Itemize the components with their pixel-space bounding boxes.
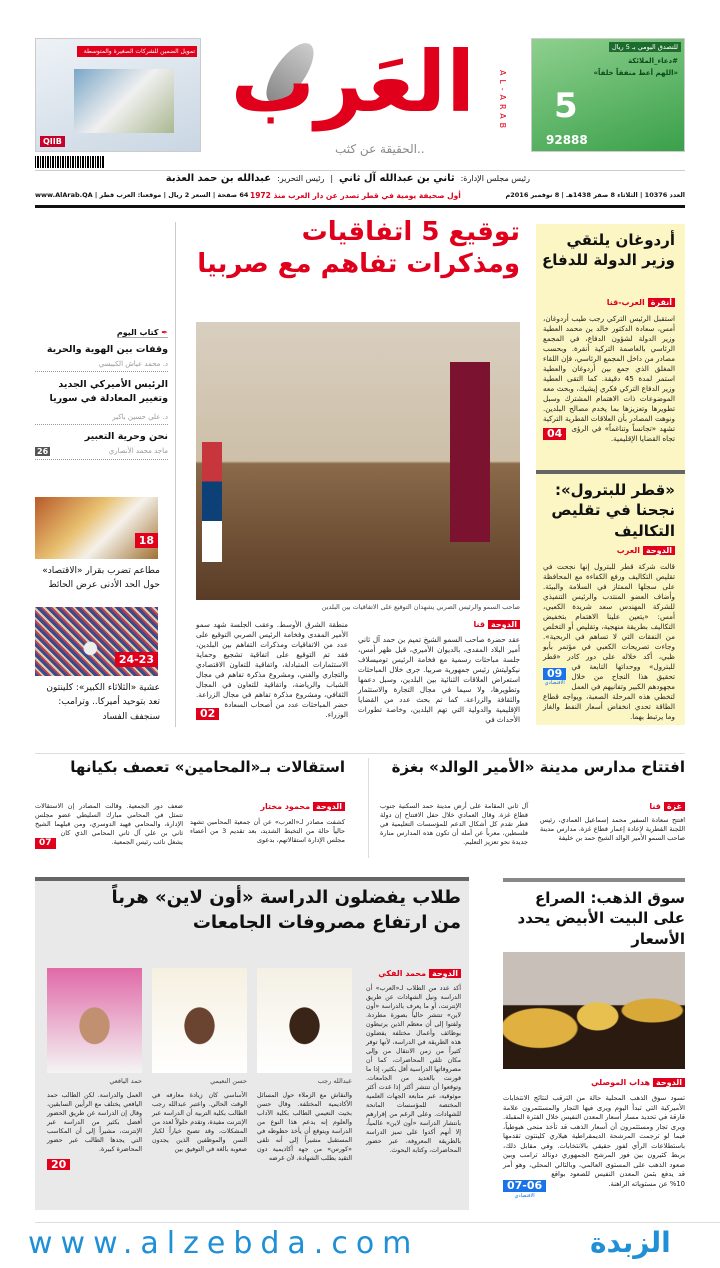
page-badge-economy[interactable] [503, 1180, 546, 1200]
students-box [35, 877, 469, 1210]
gaza-body-col1: افتتح سعادة السفير محمد إسماعيل العمادي، رئيس اللجنة القطرية لإعادة إعمار قطاع غزة، مدارس مدينة صاحب السمو الأمير الوالد الشيخ حمد بن خليفة [540, 816, 685, 842]
teaser-food-photo[interactable] [35, 497, 158, 559]
flag-qatar [450, 362, 490, 542]
tagline: أول صحيفة يومية في قطر تصدر عن دار العرب منذ 1972 [250, 191, 461, 200]
divider [536, 470, 685, 474]
ad-left-qiib[interactable] [35, 38, 201, 152]
story-petroleum-body-wrap [543, 562, 675, 722]
opinion-title-text: كتاب اليوم [116, 328, 159, 337]
chairman-label: رئيس مجلس الإدارة: [460, 174, 530, 183]
opinion-item[interactable] [35, 344, 168, 372]
story-petroleum-dateline [617, 546, 675, 555]
ad-right-charity[interactable] [531, 38, 685, 152]
page-badge: 24-23 [115, 652, 158, 667]
portrait-abdullah [257, 968, 352, 1073]
students-col4-wrap [47, 1091, 142, 1172]
column-divider [368, 758, 369, 858]
opinion-section [35, 328, 168, 460]
teaser-election-photo[interactable] [35, 607, 158, 676]
slogan: ..الحقيقة عن كثب [335, 142, 425, 156]
opinion-item-author-row [35, 447, 168, 456]
dateline-agency: العرب-قنا [606, 298, 645, 307]
ad-left-brand: QIIB [40, 136, 65, 147]
issue-meta: 64 صفحة | السعر 2 ريال | موقعنا: العرب قطر | www.AlArab.QA [35, 191, 249, 199]
page-badge[interactable]: 02 [196, 708, 219, 720]
gold-body-wrap [503, 1094, 685, 1202]
ad-left-photos [74, 69, 174, 133]
flag-serbia [202, 442, 222, 562]
lawyers-dateline [260, 802, 345, 811]
dateline-agency: قنا [649, 802, 661, 811]
dateline-city: الدوحة [313, 802, 345, 811]
ad-left-headline: تمويل الضمين للشركات الصغيرة والمتوسطة [77, 46, 197, 57]
dateline-city: الدوحة [488, 620, 520, 629]
lawyers-body-col1: كشفت مصادر لـ«العرب» عن أن جمعية المحامين تشهد حالياً حالة من التخبط الشديد، بعد تقديم 3 من أعضاء مجلس الإدارة استقالاتهم، بدعوى [190, 818, 345, 844]
portrait-name: عبدالله رجب [317, 1077, 352, 1085]
story-erdogan-dateline [607, 298, 675, 307]
students-headline[interactable]: طلاب يفضلون الدراسة «أون لاين» هرباً من ارتفاع مصروفات الجامعات [111, 887, 461, 933]
gold-headline[interactable]: سوق الذهب: الصراع على البيت الأبيض يحدد الأسعار [517, 889, 685, 948]
page-section: الاقتصادي [544, 680, 565, 686]
separator: | [330, 174, 334, 183]
lawyers-body-col2-wrap [35, 802, 183, 851]
section-rule [35, 753, 685, 754]
divider [503, 878, 685, 882]
issue-info: العدد 10376 | الثلاثاء 8 صفر 1438هـ | 8 نوفمبر 2016م [505, 191, 685, 199]
management-line [150, 173, 530, 184]
lawyers-body-col2: ضعف دور الجمعية. وقالت المصادر إن الاستقالات تتمثل في المحامي مبارك السليطي عضو مجلس الإدارة، والمحامي فهيد الدوسري، ومن قبلهما الشيخ ثاني بن علي آل ثاني المحامي الذي كان يشغل نائب رئيس الجمعية. [35, 802, 183, 846]
dateline-city: الدوحة [653, 1078, 685, 1087]
lead-dateline [474, 620, 520, 629]
opinion-item[interactable] [35, 378, 168, 425]
gaza-headline[interactable]: افتتاح مدارس مدينة «الأمير الوالد» بغزة [391, 758, 685, 776]
dateline-author: هداب الموصلي [591, 1078, 651, 1087]
editor-name: عبدالله بن حمد العذبة [165, 173, 272, 184]
ad-right-number: 92888 [546, 133, 588, 147]
chairman-name: ثاني بن عبدالله آل ثاني [339, 173, 455, 184]
ad-right-line2: #دعاء_الملائكة [628, 57, 678, 65]
lead-body-col2: منطقة الشرق الأوسط. وعقب الجلسة شهد سمو الأمير المفدى وفخامة الرئيس الصربي التوقيع على عدد من الاتفاقيات ومذكرات التفاهم بين البلدين، فقد تم التوقيع على اتفاقية تشجيع وحماية الاستثمارات المتبادلة، واتفاقية للتعاون الاقتصادي والتجاري والفني، ومشروع مذكرة تفاهم في مجال الشباب والرياضة، واتفاقية للتعاون في المجال الثقافي، ومشروع مذكرة تفاهم في مجال الزراعة. حضر المباحثات عدد من أصحاب السعادة الوزراء. [196, 620, 348, 719]
students-col2: والنقاش مع الزملاء حول المسائل الأكاديمية المختلفة. وقال حسن بخيت النعيمي الطالب بكلية الآداب والعلوم إنه يدعم هذا النوع من الدراسة ويتوقع أن يأخذ حظوظه في المستقبل مشيراً إلى أنه تلقى «كورس» من جهة أكاديمية دون التقيد بطلب الشهادة، لأن غرضه [257, 1092, 352, 1162]
header-rule-thick [35, 205, 685, 208]
page-section: الاقتصادي [514, 1192, 535, 1199]
students-col3: الأساسي كان زيادة معارفه في الوقت الحالي. واعتبر عبدالله رجب الطالب بكلية التربية أن الدراسة عبر الإنترنت مفيدة، وتقدم حلولاً لعدد من المشكلات، وقد تصبح خياراً لكبار السن والموظفين الذين يجدون صعوبة بالغة في التوفيق بين [152, 1092, 247, 1153]
gaza-body-col2: آل ثاني المقامة على أرض مدينة حمد السكنية جنوب قطاع غزة. وقال العمادي خلال حفل الافتتاح إن دولة قطر تقدم كل أشكال الدعم للمؤسسات التعليمية في فلسطين، معرباً عن أمله أن تكون هذه المدارس منارة جديدة نحو تعزيز التعليم. [380, 802, 528, 846]
gold-body: تسود سوق الذهب المحلية حالة من الترقب لنتائج الانتخابات الأميركية التي تبدأ اليوم ويرى فيها التجار والمستثمرون علامة فارقة في تحديد مسار أسعار المعدن النفيس خلال الفترة المقبلة. ويرى تجار ومستثمرون أن أسعار الذهب قد تأخذ منحى هبوطياً، فيما لو ترجمت المرشحة الديمقراطية هيلاري كلينتون تقدمها باستطلاعات الرأي لفوز حقيقي بالانتخابات. وفي مقابل ذلك، يربط كثيرون بين فوز المرشح الجمهوري دونالد ترامب وبين صعود الذهب على المستوى العالمي، وبالتالي المحلي، وهو أمر قد يدفع بثمن المعدن النفيس للصعود بواقع 10% عن مستوياته الراهنة. [503, 1094, 685, 1188]
lead-caption: صاحب السمو والرئيس الصربي يشهدان التوقيع على الاتفاقيات بين البلدين [321, 603, 520, 611]
dateline-agency: العرب [616, 546, 641, 555]
lawyers-headline[interactable]: استقالات بـ«المحامين» تعصف بكيانها [70, 758, 345, 776]
logo [225, 30, 507, 170]
opinion-item[interactable] [35, 431, 168, 460]
dateline-city: الدوحة [643, 546, 675, 555]
footer-url[interactable]: www.alzebda.com [28, 1226, 420, 1261]
page-badge[interactable]: 07 [35, 838, 56, 849]
barcode [35, 156, 105, 168]
portrait-name: حمد اليافعي [109, 1077, 142, 1085]
ad-right-line1: للتصدق اليومي بـ 5 ريال [609, 42, 681, 52]
lead-headline[interactable]: توقيع 5 اتفاقيات ومذكرات تفاهم مع صربيا [197, 217, 520, 279]
story-erdogan-body: استقبل الرئيس التركي رجب طيب أردوغان، أمس، سعادة الدكتور خالد بن محمد العطية وزير الدولة لشؤون الدفاع، في المجمع الرئاسي بالعاصمة التركية أنقرة. وبحسب مصادر من داخل المجمع الرئاسي، فإن اللقاء المغلق الذي جمع بين أردوغان والعطية استمر لمدة 45 دقيقة. كما التقى العطية وزير الدفاع التركي فكري إيشيك، وبحث معه الموضوعات ذات الاهتمام المشترك وسبل تطويرها وتعزيزها بما يخدم مصالح البلدين. ونوهت المصادر بأن العلاقات القطرية التركية تشهد «تجانساً وتناغماً» في الرؤى تجاه القضايا الإقليمية. [542, 314, 675, 443]
opinion-item-author: د. علي حسين باكير [112, 412, 168, 421]
dateline-agency: قنا [473, 620, 486, 629]
page-badge[interactable]: 20 [47, 1159, 70, 1170]
page-number: 09 [543, 668, 566, 680]
portrait-hamad [47, 968, 142, 1073]
dateline-author: محمد الفكي [378, 969, 427, 978]
portrait-name: حسن النعيمي [210, 1077, 247, 1085]
students-col4: العمل والدراسة. لكن الطالب حمد اليافعي يختلف مع الرأيين السابقين، وقال إن الدراسة عن طريق الحضور أفضل بكثير من الدراسة عبر الإنترنت، مشيراً إلى أن المكاسب التي يجدها الطالب عبر حضور المحاضرة كبيرة. [47, 1092, 142, 1153]
opinion-title [117, 328, 168, 338]
gaza-dateline [649, 802, 685, 811]
students-col1: أكد عدد من الطلاب لـ«العرب» أن الدراسة ونيل الشهادات عن طريق الإنترنت، أو ما يعرف بالدراسة «أون لاين» تنتشر حالياً بصورة مطردة. ولفتوا إلى أن معظم الذين يرتبطون بوظائف وأعمال مختلفة يفضلون هذه الطريقة في الدراسة، لأنها توفر كثيراً من زمن الانتقال من وإلى مكان تلقي المحاضرات، كما أن مصروفاتها الدراسية أقل بكثير، إذا ما قورنت بالعديد من الجامعات. وتوقعوا أن تنتشر أكثر إذا غدت أكثر موثوقية، عبر متابعة الجهات العلمية المختصة للمؤسسات المانحة للشهادات. وعلى الرغم من إقرارهم بانتشار الدراسة «أون لاين» عالمياً، إلا أنهم أكدوا على تميز الدراسة بالطريقة المعروفة، عبر حضور المحاضرات، وكتابة البحوث. [366, 985, 461, 1154]
gold-dateline [591, 1078, 685, 1087]
column-divider [175, 222, 176, 727]
page-badge: 18 [135, 533, 158, 548]
page-number: 07-06 [503, 1180, 546, 1192]
lead-body-col1: عقد حضرة صاحب السمو الشيخ تميم بن حمد آل ثاني أمير البلاد المفدى، بالديوان الأميري، قبل ظهر أمس، جلسة مباحثات رسمية مع فخامة الرئيس توميسلاف نيكوليتش رئيس جمهورية صربيا. جرى خلال المباحثات استعراض العلاقات الثنائية بين البلدين، وسبل دعمها وتطويرها، ولا سيما في مجال التجارة والاستثمار والثقافة والزراعة. كما تم بحث عدد من القضايا الإقليمية والدولية التي تهم البلدين، وخاصة تطورات الأحداث في [358, 635, 520, 724]
story-erdogan-headline[interactable]: أردوغان يلتقي وزير الدولة للدفاع [542, 231, 675, 270]
opinion-item-author: د. محمد عياش الكبيسي [98, 360, 168, 368]
story-petroleum-body: قالت شركة قطر للبترول إنها نجحت في تقليص التكاليف ورفع الكفاءة مع المحافظة على سجلها الممتاز في السلامة والبيئة. وأضاف العضو المنتدب والرئيس التنفيذي للشركة المهندس سعد شريدة الكعبي، أمس: «يتعين علينا الاهتمام بتخفيض التكاليف بطريقة منهجية، وتقليص أو التخلص من النفقات التي لا تساهم في الربحية». وجاءت تصريحات الكعبي في مؤتمر بأبو ظبي، أكد خلاله على دور كادر «قطر للبترول» ووحداتها التابعة في تحقيق هذا النجاح من خلال مجهودهم الكبير وتفانيهم في العمل لتخطي هذه المرحلة الصعبة، ويواجه قطاع الطاقة تحدي انخفاض أسعار النفط والغاز وما يرتبط بهما. [543, 562, 675, 721]
dateline-city: أنقرة [648, 298, 675, 307]
ad-right-big: 5 [554, 86, 578, 126]
portrait-hassan [152, 968, 247, 1073]
footer-rule [35, 1222, 720, 1223]
opinion-item-title: الرئيس الأميركي الجديد وتغيير المعادلة في سوريا [49, 379, 168, 405]
story-erdogan-body-wrap [543, 314, 675, 444]
story-petroleum-headline[interactable]: «قطر للبترول»: نجحنا في تقليص التكاليف [551, 481, 675, 540]
editor-label: رئيس التحرير: [277, 174, 325, 183]
logo-latin: AL-ARAB [498, 70, 507, 133]
teaser-food-title[interactable]: مطاعم تضرب بقرار «الاقتصاد» حول الحد الأدنى عرض الحائط [42, 566, 160, 591]
footer-brand-logo: الزبدة [590, 1226, 671, 1259]
header-rule-thin [35, 170, 685, 171]
teaser-election-title[interactable]: عشية «الثلاثاء الكبير»: كلينتون تعد بتوحيد أميركا.. وترامب: سنجفف الفساد [46, 683, 160, 722]
page-badge[interactable]: 04 [543, 428, 566, 440]
page-badge[interactable]: 26 [37, 446, 49, 456]
students-dateline [378, 969, 461, 978]
sidebar-yellow [536, 224, 685, 725]
opinion-item-author: ماجد محمد الأنصاري [108, 447, 168, 455]
dateline-city: الدوحة [429, 969, 461, 978]
ad-right-line3: «اللهم أعط منفقاً خلفاً» [593, 69, 678, 77]
feather-icon: ✒ [161, 328, 168, 337]
lead-photo [196, 322, 520, 600]
opinion-item-title: نحن وحرية التعبير [84, 430, 168, 442]
dateline-author: محمود مختار [260, 802, 311, 811]
gold-photo [503, 952, 685, 1069]
lead-body-col2-wrap [196, 620, 348, 722]
opinion-item-title: وقفات بين الهوية والحرية [46, 344, 168, 355]
page-badge-economy[interactable] [543, 668, 566, 687]
logo-wordmark: العَرب [230, 33, 475, 131]
dateline-city: غزة [664, 802, 685, 811]
